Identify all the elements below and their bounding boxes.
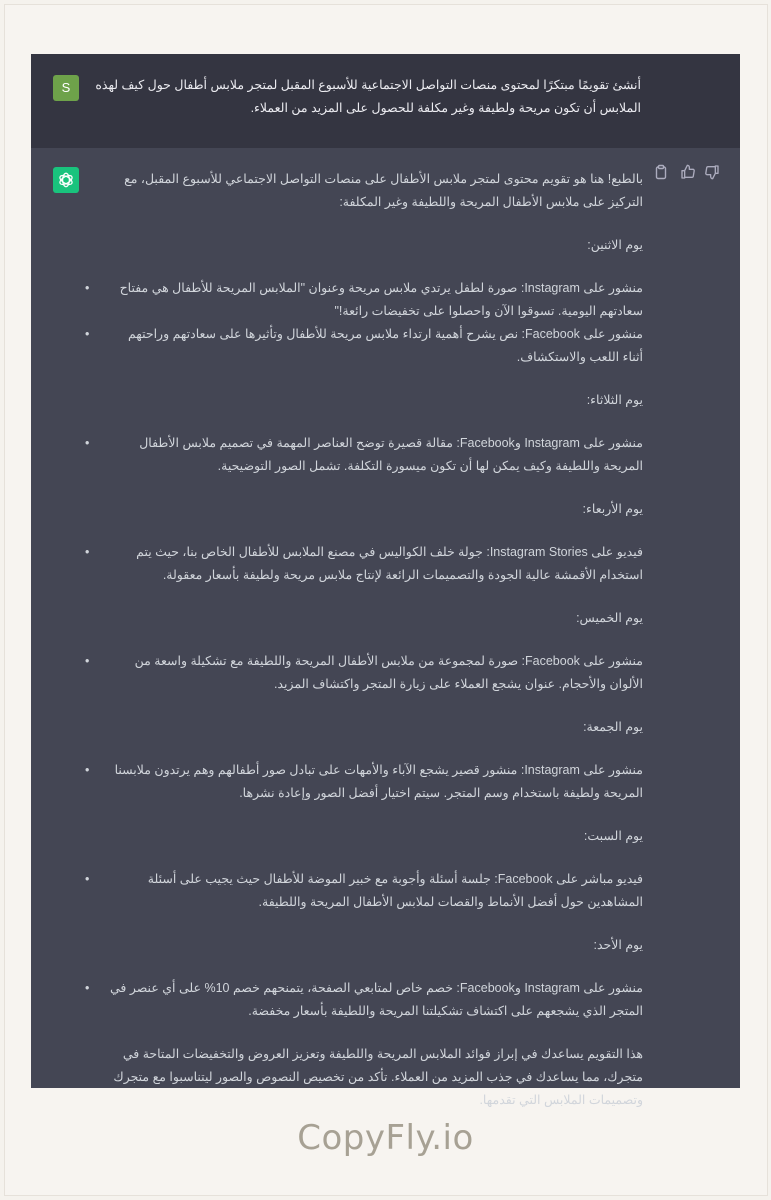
message-actions (654, 164, 724, 184)
day-title: يوم الأحد: (593, 938, 643, 952)
day-title: يوم الاثنين: (587, 238, 643, 252)
list-item: • منشور على Facebook: نص يشرح أهمية ارتداء ملابس مريحة للأطفال وتأثيرها على سعادتهم وراحتهم أثناء اللعب والاستكشاف. (85, 327, 643, 364)
list-item: • فيديو على Instagram Stories: جولة خلف الكواليس في مصنع الملابس للأطفال الخاص بنا، حيث يتم استخدام الأقمشة عالية الجودة والتصميمات الرائعة لإنتاج ملابس مريحة ولطيفة بأسعار معقولة. (85, 545, 643, 582)
day-list (85, 868, 643, 914)
list-item: • منشور على Instagram وFacebook: مقالة قصيرة توضح العناصر المهمة في تصميم ملابس الأطفال المريحة واللطيفة وكيف يمكن لها أن تكون ميسورة التكلفة. تشمل الصور التوضيحية. (85, 436, 643, 473)
user-avatar: S (53, 75, 79, 101)
day-title: يوم الثلاثاء: (586, 393, 643, 407)
list-item: • منشور على Instagram وFacebook: خصم خاص لمتابعي الصفحة، يتمنحهم خصم 10% على أي عنصر في المتجر الذي يشجعهم على اكتشاف تشكيلتنا المريحة واللطيفة بأسعار مخفضة. (85, 981, 643, 1018)
copy-icon[interactable] (654, 164, 670, 180)
day-title: يوم السبت: (583, 829, 643, 843)
copyfly-watermark: CopyFly.io (297, 1118, 474, 1158)
list-item: • منشور على Instagram: منشور قصير يشجع الآباء والأمهات على تبادل صور أطفالهم وهم يرتدون ملابسنا المريحة ولطيفة باستخدام وسم المتجر. سيتم اختيار أفضل الصور وإعادة نشرها. (85, 763, 643, 800)
assistant-outro: هذا التقويم يساعدك في إبراز فوائد الملابس المريحة واللطيفة وتعزيز العروض والتخفيضات المتاحة في متجرك، مما يساعدك في جذب المزيد من العملاء. تأكد من تخصيص النصوص والصور ليتناسبوا مع متجرك وتصميمات الملابس التي تقدمها. (113, 1047, 643, 1107)
day-list (85, 650, 643, 696)
thumbs-up-icon[interactable] (680, 164, 696, 180)
list-item: • منشور على Facebook: صورة لمجموعة من ملابس الأطفال المريحة واللطيفة مع تشكيلة واسعة من الألوان والأحجام. عنوان يشجع العملاء على زيارة المتجر واكتشاف المزيد. (85, 654, 643, 691)
chat-panel (31, 54, 740, 1107)
day-list (85, 432, 643, 478)
assistant-message-block (31, 148, 740, 1107)
user-message-text: أنشئ تقويمًا مبتكرًا لمحتوى منصات التواصل الاجتماعية للأسبوع المقبل لمتجر ملابس أطفال حول كيف لهذه الملابس أن تكون مريحة ولطيفة وغير مكلفة للحصول على المزيد من العملاء. (95, 78, 641, 115)
day-list (85, 541, 643, 587)
day-title: يوم الخميس: (576, 611, 643, 625)
day-list (85, 277, 643, 369)
day-title: يوم الجمعة: (583, 720, 643, 734)
assistant-intro: بالطبع! هنا هو تقويم محتوى لمتجر ملابس الأطفال على منصات التواصل الاجتماعي للأسبوع المقبل، مع التركيز على ملابس الأطفال المريحة واللطيفة وغير المكلفة: (124, 172, 643, 209)
assistant-message-body (85, 168, 643, 1132)
day-title: يوم الأربعاء: (582, 502, 643, 516)
list-item: • منشور على Instagram: صورة لطفل يرتدي ملابس مريحة وعنوان "الملابس المريحة للأطفال هي مفتاح سعادتهم اليومية. تسوقوا الآن واحصلوا على تخفيضات رائعة!" (85, 281, 643, 318)
thumbs-down-icon[interactable] (704, 164, 720, 180)
list-item: • فيديو مباشر على Facebook: جلسة أسئلة وأجوبة مع خبير الموضة للأطفال حيث يجيب على أسئلة المشاهدين حول أفضل الأنماط والقصات لملابس الأطفال المريحة واللطيفة. (85, 872, 643, 909)
day-list (85, 977, 643, 1023)
day-list (85, 759, 643, 805)
user-message-block (31, 54, 740, 148)
